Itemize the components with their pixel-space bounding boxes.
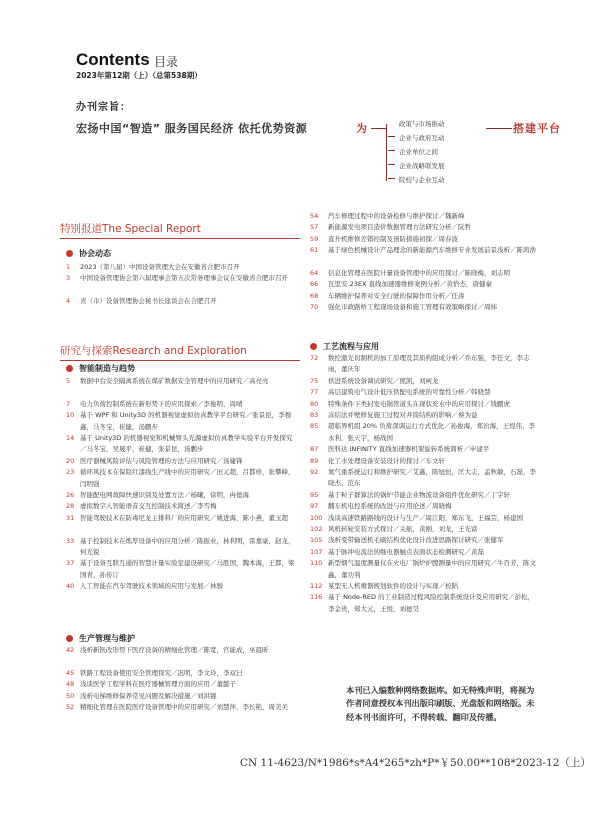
toc-entry-title: 基于 Unity3D 的机器视觉和机械臂头光源虚拟仿真教学实验平台开发探究／马冬宝，吴晟平，崔健，张景昆，汤鹏步 xyxy=(80,434,293,454)
toc-entry[interactable] xyxy=(310,211,540,222)
toc-entry[interactable] xyxy=(66,679,298,690)
toc-entry[interactable] xyxy=(310,490,540,501)
toc-entry-title: 基于绿色机械设计产品理念的新能源汽车维修专业发展前景浅析／陈鸿浩 xyxy=(328,246,536,255)
toc-page-number: 110 xyxy=(310,559,323,568)
toc-entry-title: 高层建筑电气设计低压供配电系统的可靠性分析／韩晓慧 xyxy=(328,388,491,397)
service-item: 院校与企业互动 xyxy=(399,176,445,184)
toc-entry-title: 浅谈高速铁路路线的设计与生产／周江阳，郑东飞，王福芸，杨建国 xyxy=(328,513,523,522)
toc-page-number: 105 xyxy=(310,536,323,545)
toc-entry[interactable] xyxy=(310,399,540,410)
aim-platform: 搭建平台 xyxy=(513,122,561,135)
toc-entry[interactable] xyxy=(310,513,540,524)
toc-page-number: 80 xyxy=(310,399,319,408)
toc-entry-title: 智能驾驶技术在防毒尼龙主排料厂的应用研究／姚进海，陈小燕，董玉超 xyxy=(80,513,288,522)
toc-entry[interactable] xyxy=(66,296,298,307)
toc-page-number: 107 xyxy=(310,547,323,556)
research-heading: 研究与探索Research and Exploration xyxy=(60,345,247,357)
toc-entry-title: 汽车修理过程中的设备检修与维护探讨／魏新峰 xyxy=(328,212,465,220)
toc-page-number: 75 xyxy=(310,376,319,385)
sub-process-label: 工艺流程与应用 xyxy=(323,342,379,351)
research-rule xyxy=(60,360,300,361)
toc-entry[interactable] xyxy=(66,490,298,501)
toc-page-number: 87 xyxy=(310,445,319,454)
toc-page-number: 10 xyxy=(66,411,75,420)
toc-entry-title: 浅析电梯维修保养常见问题及解决措施／刘洪锟 xyxy=(80,691,217,700)
footer-code: CN 11-4623/N*1986*s*A4*265*zh*P*￥50.00**108*2023-12（上） xyxy=(240,757,591,769)
toc-entry[interactable] xyxy=(66,536,298,559)
bullet-dot-icon xyxy=(66,250,73,257)
toc-entry[interactable] xyxy=(310,279,540,290)
toc-entry[interactable] xyxy=(66,456,298,467)
toc-page-number: 85 xyxy=(310,422,319,431)
toc-page-number: 61 xyxy=(310,246,319,255)
toc-entry[interactable] xyxy=(310,302,540,313)
toc-page-number: 50 xyxy=(66,691,75,700)
toc-entry-title: 中国设备管理协会第六届理事会第五次常务理事会议在安徽省合肥市召开 xyxy=(80,274,288,283)
bullet-dot-icon xyxy=(310,343,317,350)
toc-entry[interactable] xyxy=(310,581,540,592)
toc-entry[interactable] xyxy=(66,433,298,456)
toc-entry-title: 冻结法并壁修复施工过程对井筒结构的影响／蔡为益 xyxy=(328,411,478,419)
toc-entry[interactable] xyxy=(310,387,540,398)
toc-entry-title: 某型无人机喷器规划软件的设计与实现／校蹈 xyxy=(328,582,458,590)
service-connector xyxy=(388,150,395,151)
bullet-dot-icon xyxy=(66,365,73,372)
toc-page-number: 37 xyxy=(66,559,75,568)
toc-entry-title: 医疗器械风险评估与风险管理的方法与应用研究／汤婕锋 xyxy=(80,456,243,465)
toc-page-number: 116 xyxy=(310,593,323,602)
toc-page-number: 45 xyxy=(66,668,75,677)
sub-intelligent xyxy=(66,363,135,374)
toc-entry-title: 风机转轮安装方式探讨／关航，黄刚，刘龙，王光富 xyxy=(328,525,478,533)
sub-association-label: 协会动态 xyxy=(79,249,111,258)
toc-page-number: 112 xyxy=(310,582,323,590)
toc-page-number: 66 xyxy=(310,280,319,289)
toc-entry-title: 强化市政路桥工程现场设备和施工管理有效策略探讨／周炜 xyxy=(328,303,497,312)
contents-title-cn: 目录 xyxy=(154,55,179,69)
toc-entry[interactable] xyxy=(66,513,298,524)
service-item: 企业单位之间 xyxy=(399,148,438,156)
toc-entry[interactable] xyxy=(66,273,298,284)
aim-wei: 为 xyxy=(356,122,367,135)
service-item: 企业与政府互动 xyxy=(399,134,445,142)
toc-entry[interactable] xyxy=(310,524,540,535)
toc-entry-title: 新能源发电项目造价数据管理方法研究分析／阮哲 xyxy=(328,223,471,232)
toc-page-number: 97 xyxy=(310,502,319,511)
toc-page-number: 54 xyxy=(310,212,319,220)
toc-entry-title: 浅析新医改形势下医疗设备的精细化管理／陈宽，官能成，巫晨昕 xyxy=(80,646,269,654)
toc-page-number: 72 xyxy=(310,354,319,362)
aim-text: 宏扬中国“智造” 服务国民经济 依托优势资源 xyxy=(76,122,308,135)
toc-page-number: 5 xyxy=(66,377,71,385)
toc-entry[interactable] xyxy=(66,376,298,387)
toc-entry-title: 化工水处理设备安装设计的探讨／车文轩 xyxy=(328,456,445,465)
toc-page-number: 52 xyxy=(66,703,75,711)
toc-page-number: 83 xyxy=(310,411,319,419)
toc-page-number: 4 xyxy=(66,297,71,306)
toc-entry-title: 基于脉冲电流法的继电器触点表面状态检测研究／黄磊 xyxy=(328,547,484,556)
toc-entry[interactable] xyxy=(66,702,298,713)
brace-connector xyxy=(371,128,386,129)
toc-page-number: 57 xyxy=(310,223,319,232)
toc-entry[interactable] xyxy=(66,399,298,410)
toc-entry-title: 基于粒子群算法的锅炉节能企业物流设备组件优化研究／丁宇轩 xyxy=(328,490,510,499)
toc-page-number: 42 xyxy=(66,646,75,654)
toc-entry[interactable] xyxy=(310,234,540,245)
toc-entry[interactable] xyxy=(66,467,298,490)
toc-entry[interactable] xyxy=(310,547,540,558)
service-connector xyxy=(388,164,395,165)
toc-entry-title: 数据中台安全隔离系统在煤矿数据安全管理中的应用研究／高亮亮 xyxy=(80,377,269,385)
toc-entry[interactable] xyxy=(66,645,298,656)
toc-entry-title: 供进系统设备调试研究／熊凯，刘柯龙 xyxy=(328,376,439,385)
service-connector xyxy=(388,178,395,179)
toc-page-number: 31 xyxy=(66,513,75,522)
toc-entry[interactable] xyxy=(66,410,298,433)
service-connector xyxy=(388,136,395,137)
toc-entry[interactable] xyxy=(310,456,540,467)
toc-entry-title: 新型烟气温度测量仪在火电厂锅炉炉膛测量中的应用研究／牛百芳，陈文鑫，董功利 xyxy=(328,559,536,579)
toc-entry-title: 省（市）设备管理协会秘书长座谈会在合肥召开 xyxy=(80,297,217,306)
toc-entry[interactable] xyxy=(310,268,540,279)
toc-page-number: 48 xyxy=(66,680,75,689)
toc-entry-title: 数控激光切割机的加工原理及其质构组成分析／乔东强，李任文，李志雨，董庆年 xyxy=(328,354,530,374)
toc-entry-title: 医科达 INFINITY 直线加速器机架旋转系统简析／申建平 xyxy=(328,445,490,454)
toc-page-number: 40 xyxy=(66,582,75,591)
toc-page-number: 3 xyxy=(66,274,71,283)
sub-process xyxy=(310,341,379,352)
toc-entry[interactable] xyxy=(66,262,298,273)
special-report-section xyxy=(60,221,300,239)
toc-page-number: 95 xyxy=(310,490,319,499)
toc-entry-title: 信息化管理在医院计量设备管理中的应用探讨／陈晓梅，刘志明 xyxy=(328,269,510,277)
toc-entry[interactable] xyxy=(310,535,540,546)
toc-entry[interactable] xyxy=(66,581,298,592)
toc-entry[interactable] xyxy=(310,376,540,387)
toc-entry[interactable] xyxy=(66,558,298,581)
toc-entry-title: 特殊条件下类封发电锅管道头在现状充水中的应用探讨／钱鹏虎 xyxy=(328,399,510,408)
toc-entry[interactable] xyxy=(310,421,540,444)
toc-entry[interactable] xyxy=(66,501,298,512)
toc-page-number: 59 xyxy=(310,234,319,243)
service-item: 企业战略联发展 xyxy=(399,162,445,170)
toc-page-number: 20 xyxy=(66,456,75,465)
toc-entry[interactable] xyxy=(310,222,540,233)
toc-entry[interactable] xyxy=(310,291,540,302)
toc-entry[interactable] xyxy=(310,467,540,490)
sub-production-label: 生产管理与维护 xyxy=(79,634,135,643)
toc-entry[interactable] xyxy=(310,245,540,256)
toc-entry[interactable] xyxy=(66,668,298,679)
toc-entry-title: 基于 Node-RED 的工业制造过程风险控制系统设计及应用研究／彭松，李金贵，郑大元，王悦，刘德昊 xyxy=(328,593,535,613)
toc-page-number: 64 xyxy=(310,269,319,277)
toc-entry[interactable] xyxy=(310,444,540,455)
toc-page-number: 92 xyxy=(310,468,319,476)
toc-entry-title: 基于设备互联互通的智慧计量实验室建设研究／马胜国，魏本海，王都，梁国青，孙传订 xyxy=(80,559,295,579)
toc-entry-title: 虚拟数字人智能语音交互控制技术简述／李雪梅 xyxy=(80,502,217,511)
bullet-dot-icon xyxy=(66,635,73,642)
toc-entry-title: 精细化管理在医院医疗设备管理中的应用研究／刘慧萍，李长艳，周美美 xyxy=(80,703,288,711)
toc-entry-title: 车辆维护保养对安全行驶的保障作用分析／任涛 xyxy=(328,291,465,300)
sub-intelligent-label: 智能制造与趋势 xyxy=(79,364,135,373)
sub-association xyxy=(66,248,111,259)
toc-page-number: 33 xyxy=(66,536,75,545)
sub-production xyxy=(66,633,135,644)
toc-page-number: 23 xyxy=(66,468,75,477)
toc-entry-title: 氮气重系统运行和维护研究／艾鑫，陈旭恒，匡大志，孟秋敏，石磊，李晓杰，范东 xyxy=(328,468,536,488)
toc-entry[interactable] xyxy=(66,691,298,702)
toc-page-number: 100 xyxy=(310,513,323,522)
toc-page-number: 68 xyxy=(310,291,319,300)
brace-vertical xyxy=(386,124,387,181)
toc-page-number: 28 xyxy=(66,502,75,511)
toc-entry-title: 浅析变带输送机毛刷结构优化设计改进思路探讨研究／张健军 xyxy=(328,536,504,545)
contents-title: Contents xyxy=(76,50,150,69)
toc-entry-title: 浅谈医学工程学科在医疗器械管理方面的应用／董懿子 xyxy=(80,680,236,689)
toc-entry-title: 基于 WPF 和 Unity3D 的机器视觉虚拟仿真教学平台研究／张景昆，李穆鑫，马冬宝，崔健，汤鹏步 xyxy=(80,411,292,431)
toc-entry-title: 电力负荷控制系统在新形势下的应用探索／李俊明，周晴 xyxy=(80,399,243,408)
toc-entry-title: 直升机维修差错控制及预防措施初探／周春波 xyxy=(328,234,458,243)
toc-entry-title: 超临界机组 20% 负荷深调运行方式优化／孙俊海，郑治海，王煌伟，李永利，张天宇，杨战国 xyxy=(328,422,536,442)
brace-connector-right xyxy=(486,128,512,129)
research-section xyxy=(60,343,300,361)
special-report-rule xyxy=(60,238,300,239)
toc-entry[interactable] xyxy=(310,501,540,512)
toc-page-number: 77 xyxy=(310,388,319,397)
toc-entry-title: 2023（第八届）中国设备管理大会在安徽省合肥市召开 xyxy=(80,263,240,271)
toc-page-number: 26 xyxy=(66,491,75,499)
toc-entry[interactable] xyxy=(310,410,540,421)
toc-entry-title: 铁路工程设备使用安全管理探究／迟明，李文玲，李双曰 xyxy=(80,668,243,677)
toc-entry-title: 人工智能在汽车驾驶技术领域的应用与发展／林骏 xyxy=(80,582,223,591)
toc-entry-title: 基于控制技术在炼厚设备中的应用分析／陈振业，林利明，雷嘉豪，赵龙，何光锐 xyxy=(80,536,295,556)
issue-info: 2023年第12期（上）（总第538期） xyxy=(76,71,202,80)
toc-entry[interactable] xyxy=(310,558,540,581)
toc-page-number: 14 xyxy=(66,434,75,442)
special-report-heading: 特别报道The Special Report xyxy=(60,223,201,235)
toc-page-number: 70 xyxy=(310,303,319,312)
toc-entry-title: 瓦里安 23EX 直线加速器维修案例分析／黄恰杰，唐健豪 xyxy=(328,280,492,289)
toc-entry[interactable] xyxy=(310,592,540,615)
service-item: 政策与市场推动 xyxy=(399,120,445,128)
toc-page-number: 102 xyxy=(310,525,323,533)
toc-page-number: 89 xyxy=(310,456,319,465)
copyright-notice: 本刊已入编数种网络数据库。如无特殊声明，将视为作者同意授权本刊出版印刷版、光盘版和网络版。未经本刊书面许可，不得转载、翻印及传播。 xyxy=(346,685,535,722)
aim-label: 办刊宗旨： xyxy=(76,102,131,113)
toc-page-number: 7 xyxy=(66,399,71,408)
toc-entry-title: 循环风技术在保险红漆线生产线中的应用研究／田元超，吕都珍，张攀峰，闫明强 xyxy=(80,468,295,488)
toc-entry-title: 智能配电网故障快速识别及处置方法／杨曦，徐明，冉德海 xyxy=(80,491,249,499)
toc-page-number: 1 xyxy=(66,263,71,271)
toc-entry[interactable] xyxy=(310,353,540,376)
toc-entry-title: 翻车机电控系统的改进与应用论述／周晓梅 xyxy=(328,502,452,511)
